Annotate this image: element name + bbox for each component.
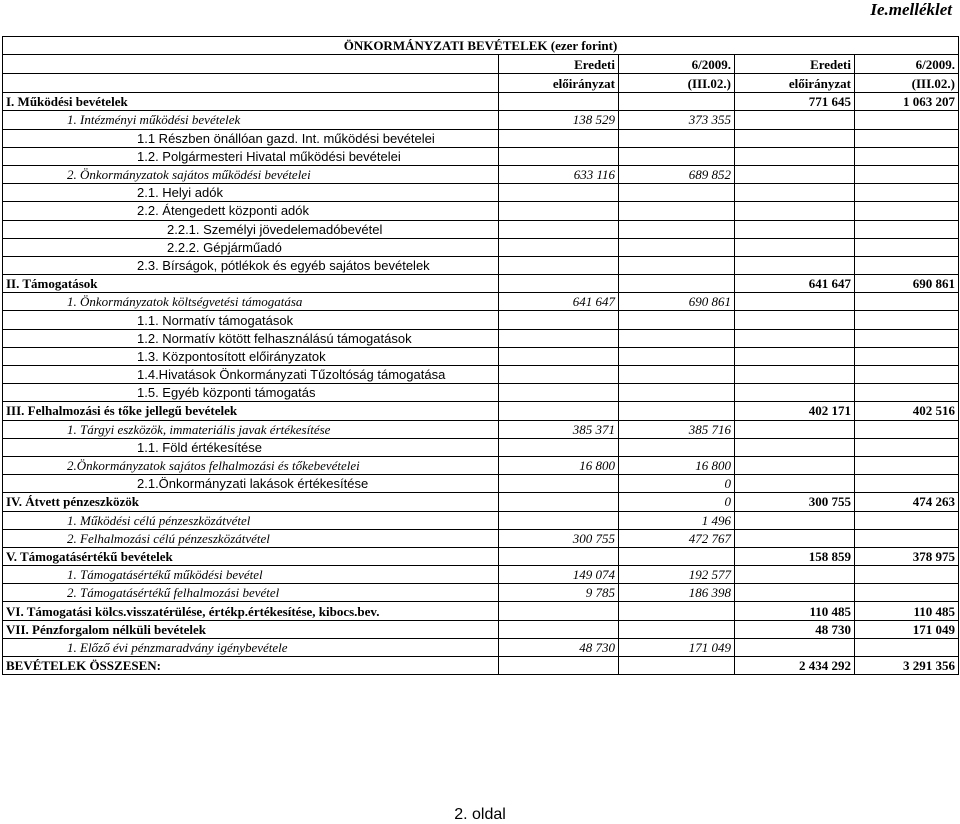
cell-v3: 158 859 (735, 547, 855, 565)
col-header-original-2: Eredeti (735, 55, 855, 74)
cell-v2 (619, 256, 735, 274)
cell-v4: 1 063 207 (855, 93, 959, 111)
cell-v2 (619, 384, 735, 402)
cell-v4 (855, 384, 959, 402)
col-header-decree-1-sub: (III.02.) (619, 74, 735, 93)
cell-v4 (855, 129, 959, 147)
cell-v1 (499, 384, 619, 402)
row-label: 1.1. Föld értékesítése (3, 438, 499, 456)
cell-v3: 48 730 (735, 620, 855, 638)
table-row (3, 602, 959, 620)
cell-v4 (855, 293, 959, 311)
cell-v2 (619, 311, 735, 329)
cell-v2 (619, 220, 735, 238)
revenue-table (2, 36, 959, 675)
header-row-2 (3, 74, 959, 93)
row-label: 1.3. Központosított előirányzatok (3, 347, 499, 365)
row-label: 2.2.1. Személyi jövedelemadóbevétel (3, 220, 499, 238)
table-row (3, 275, 959, 293)
cell-v4 (855, 238, 959, 256)
table-row (3, 657, 959, 675)
cell-v3: 110 485 (735, 602, 855, 620)
cell-v4: 378 975 (855, 547, 959, 565)
cell-v1 (499, 475, 619, 493)
cell-v2: 1 496 (619, 511, 735, 529)
cell-v2 (619, 402, 735, 420)
table-row (3, 493, 959, 511)
cell-v2 (619, 438, 735, 456)
header-row-1 (3, 55, 959, 74)
cell-v1 (499, 129, 619, 147)
cell-v4 (855, 511, 959, 529)
table-row (3, 438, 959, 456)
cell-v3 (735, 329, 855, 347)
cell-v4: 474 263 (855, 493, 959, 511)
cell-v2: 16 800 (619, 456, 735, 474)
table-row (3, 147, 959, 165)
cell-v3: 300 755 (735, 493, 855, 511)
cell-v3 (735, 475, 855, 493)
row-label: VII. Pénzforgalom nélküli bevételek (3, 620, 499, 638)
table-row (3, 93, 959, 111)
cell-v1 (499, 275, 619, 293)
cell-v3 (735, 511, 855, 529)
cell-v4: 110 485 (855, 602, 959, 620)
cell-v1 (499, 147, 619, 165)
row-label: 2.2. Átengedett központi adók (3, 202, 499, 220)
cell-v2: 690 861 (619, 293, 735, 311)
cell-v3 (735, 584, 855, 602)
cell-v3 (735, 456, 855, 474)
cell-v1 (499, 347, 619, 365)
cell-v2 (619, 147, 735, 165)
cell-v3 (735, 202, 855, 220)
cell-v4 (855, 165, 959, 183)
cell-v4 (855, 475, 959, 493)
cell-v3 (735, 165, 855, 183)
row-label: V. Támogatásértékű bevételek (3, 547, 499, 565)
cell-v3: 771 645 (735, 93, 855, 111)
col-header-decree-1: 6/2009. (619, 55, 735, 74)
row-label: 1. Intézményi működési bevételek (3, 111, 499, 129)
cell-v2 (619, 129, 735, 147)
cell-v1 (499, 438, 619, 456)
cell-v2: 192 577 (619, 566, 735, 584)
table-row (3, 547, 959, 565)
cell-v1: 16 800 (499, 456, 619, 474)
cell-v3 (735, 347, 855, 365)
cell-v2: 373 355 (619, 111, 735, 129)
row-label: 2. Önkormányzatok sajátos működési bevételei (3, 165, 499, 183)
cell-v3 (735, 311, 855, 329)
cell-v1 (499, 547, 619, 565)
row-label: III. Felhalmozási és tőke jellegű bevételek (3, 402, 499, 420)
cell-v1 (499, 238, 619, 256)
row-label: 1. Működési célú pénzeszközátvétel (3, 511, 499, 529)
table-row (3, 165, 959, 183)
cell-v3: 641 647 (735, 275, 855, 293)
col-header-decree-2: 6/2009. (855, 55, 959, 74)
cell-v2 (619, 657, 735, 675)
cell-v3 (735, 638, 855, 656)
table-row (3, 329, 959, 347)
cell-v4: 3 291 356 (855, 657, 959, 675)
cell-v2 (619, 202, 735, 220)
table-row (3, 420, 959, 438)
cell-v3 (735, 366, 855, 384)
cell-v4 (855, 438, 959, 456)
cell-v4 (855, 529, 959, 547)
cell-v4 (855, 566, 959, 584)
cell-v2 (619, 329, 735, 347)
cell-v4 (855, 584, 959, 602)
annex-label: Ie.melléklet (870, 0, 952, 19)
table-row (3, 566, 959, 584)
row-label: IV. Átvett pénzeszközök (3, 493, 499, 511)
cell-v3 (735, 147, 855, 165)
row-label: BEVÉTELEK ÖSSZESEN: (3, 657, 499, 675)
cell-v4: 171 049 (855, 620, 959, 638)
cell-v3 (735, 420, 855, 438)
table-row (3, 638, 959, 656)
cell-v1 (499, 311, 619, 329)
row-label: 1.5. Egyéb központi támogatás (3, 384, 499, 402)
row-label: 2. Felhalmozási célú pénzeszközátvétel (3, 529, 499, 547)
cell-v1 (499, 511, 619, 529)
cell-v1 (499, 493, 619, 511)
cell-v1: 385 371 (499, 420, 619, 438)
cell-v2 (619, 366, 735, 384)
cell-v4: 690 861 (855, 275, 959, 293)
cell-v4 (855, 420, 959, 438)
row-label: 1.1. Normatív támogatások (3, 311, 499, 329)
row-label: II. Támogatások (3, 275, 499, 293)
col-header-decree-2-sub: (III.02.) (855, 74, 959, 93)
row-label: 1.2. Normatív kötött felhasználású támogatások (3, 329, 499, 347)
cell-v4 (855, 329, 959, 347)
cell-v2 (619, 238, 735, 256)
table-row (3, 456, 959, 474)
cell-v1 (499, 184, 619, 202)
table-row (3, 584, 959, 602)
row-label: I. Működési bevételek (3, 93, 499, 111)
table-row (3, 347, 959, 365)
cell-v1 (499, 366, 619, 384)
page-number: 2. oldal (454, 806, 506, 823)
row-label: 2.3. Bírságok, pótlékok és egyéb sajátos bevételek (3, 256, 499, 274)
cell-v3: 2 434 292 (735, 657, 855, 675)
table-row (3, 620, 959, 638)
cell-v4 (855, 311, 959, 329)
row-label: 1. Önkormányzatok költségvetési támogatása (3, 293, 499, 311)
table-row (3, 311, 959, 329)
row-label: 2.1. Helyi adók (3, 184, 499, 202)
cell-v2 (619, 602, 735, 620)
cell-v4 (855, 111, 959, 129)
row-label: 2.1.Önkormányzati lakások értékesítése (3, 475, 499, 493)
cell-v3 (735, 529, 855, 547)
row-label: 2.2.2. Gépjárműadó (3, 238, 499, 256)
header-title-row (3, 37, 959, 55)
cell-v1: 48 730 (499, 638, 619, 656)
cell-v1 (499, 256, 619, 274)
cell-v4 (855, 147, 959, 165)
cell-v1 (499, 657, 619, 675)
cell-v3 (735, 129, 855, 147)
cell-v2: 0 (619, 493, 735, 511)
cell-v2 (619, 93, 735, 111)
row-label: 1.2. Polgármesteri Hivatal működési bevételei (3, 147, 499, 165)
row-label: 1.4.Hivatások Önkormányzati Tűzoltóság támogatása (3, 366, 499, 384)
cell-v1 (499, 620, 619, 638)
cell-v4 (855, 347, 959, 365)
cell-v2: 689 852 (619, 165, 735, 183)
cell-v4 (855, 638, 959, 656)
table-row (3, 184, 959, 202)
cell-v3 (735, 438, 855, 456)
cell-v3: 402 171 (735, 402, 855, 420)
table-row (3, 238, 959, 256)
cell-v1: 300 755 (499, 529, 619, 547)
col-header-original-1: Eredeti (499, 55, 619, 74)
table-row (3, 129, 959, 147)
table-row (3, 384, 959, 402)
cell-v1: 9 785 (499, 584, 619, 602)
cell-v1 (499, 220, 619, 238)
cell-v4 (855, 202, 959, 220)
table-title: ÖNKORMÁNYZATI BEVÉTELEK (ezer forint) (3, 37, 959, 55)
cell-v4: 402 516 (855, 402, 959, 420)
row-label: 1.1 Részben önállóan gazd. Int. működési bevételei (3, 129, 499, 147)
cell-v4 (855, 184, 959, 202)
cell-v3 (735, 220, 855, 238)
cell-v4 (855, 456, 959, 474)
cell-v2 (619, 347, 735, 365)
row-label: 2. Támogatásértékű felhalmozási bevétel (3, 584, 499, 602)
col-header-original-2-sub: előirányzat (735, 74, 855, 93)
table-row (3, 511, 959, 529)
cell-v1: 641 647 (499, 293, 619, 311)
cell-v1: 633 116 (499, 165, 619, 183)
row-label: 2.Önkormányzatok sajátos felhalmozási és tőkebevételei (3, 456, 499, 474)
cell-v3 (735, 566, 855, 584)
cell-v3 (735, 293, 855, 311)
row-label: 1. Támogatásértékű működési bevétel (3, 566, 499, 584)
cell-v1 (499, 329, 619, 347)
cell-v1 (499, 602, 619, 620)
cell-v1 (499, 93, 619, 111)
table-row (3, 402, 959, 420)
col-header-original-1-sub: előirányzat (499, 74, 619, 93)
table-row (3, 366, 959, 384)
table-row (3, 111, 959, 129)
cell-v4 (855, 366, 959, 384)
cell-v3 (735, 238, 855, 256)
cell-v1: 138 529 (499, 111, 619, 129)
cell-v2 (619, 620, 735, 638)
cell-v2 (619, 184, 735, 202)
cell-v3 (735, 256, 855, 274)
cell-v2: 385 716 (619, 420, 735, 438)
cell-v3 (735, 184, 855, 202)
table-row (3, 529, 959, 547)
cell-v2: 186 398 (619, 584, 735, 602)
cell-v3 (735, 384, 855, 402)
cell-v2: 0 (619, 475, 735, 493)
cell-v4 (855, 220, 959, 238)
table-row (3, 220, 959, 238)
row-label: VI. Támogatási kölcs.visszatérülése, értékp.értékesítése, kibocs.bev. (3, 602, 499, 620)
cell-v1: 149 074 (499, 566, 619, 584)
row-label: 1. Tárgyi eszközök, immateriális javak értékesítése (3, 420, 499, 438)
cell-v4 (855, 256, 959, 274)
cell-v2: 472 767 (619, 529, 735, 547)
table-row (3, 293, 959, 311)
cell-v2 (619, 275, 735, 293)
table-row (3, 256, 959, 274)
cell-v2: 171 049 (619, 638, 735, 656)
table-row (3, 202, 959, 220)
cell-v1 (499, 202, 619, 220)
cell-v1 (499, 402, 619, 420)
row-label: 1. Előző évi pénzmaradvány igénybevétele (3, 638, 499, 656)
table-row (3, 475, 959, 493)
cell-v3 (735, 111, 855, 129)
cell-v2 (619, 547, 735, 565)
